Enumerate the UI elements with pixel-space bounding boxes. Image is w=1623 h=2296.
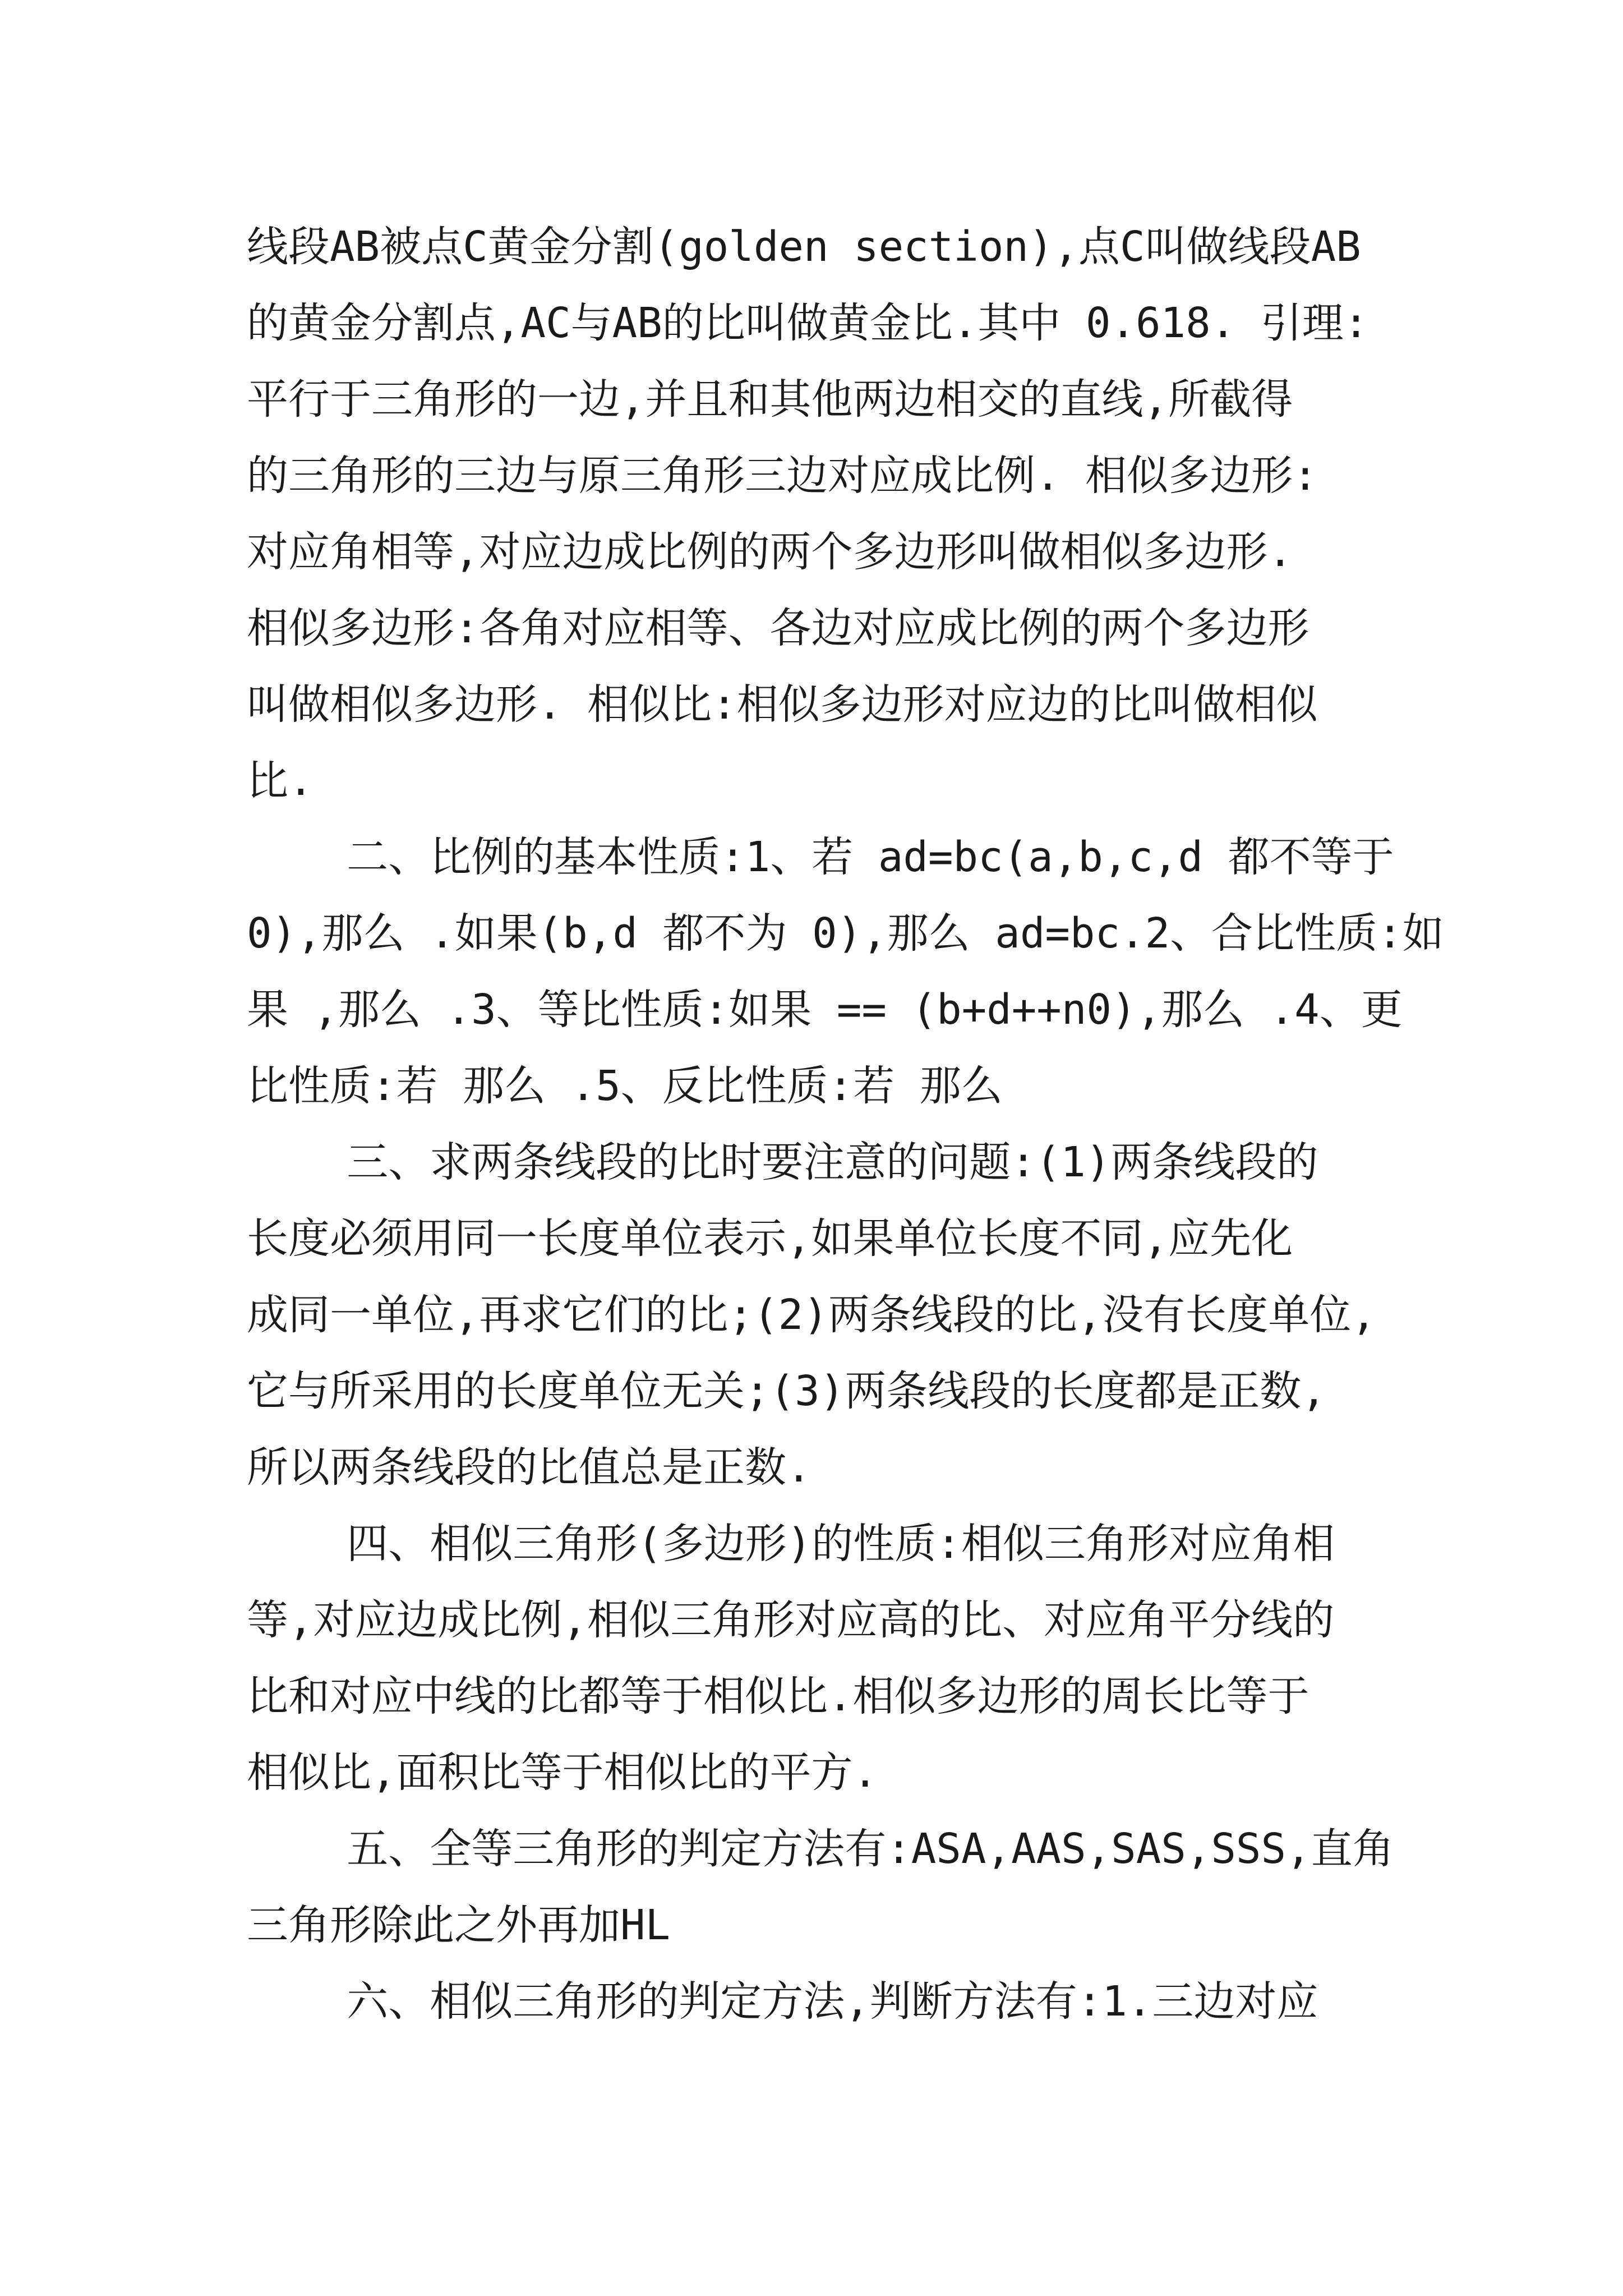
text-line: 等,对应边成比例,相似三角形对应高的比、对应角平分线的 — [247, 1596, 1335, 1644]
text-line: 五、全等三角形的判定方法有:ASA,AAS,SAS,SSS,直角 — [247, 1825, 1394, 1873]
paragraph-section-3 — [247, 1124, 1376, 1506]
text-line: 0),那么 .如果(b,d 都不为 0),那么 ad=bc.2、合比性质:如 — [247, 909, 1444, 958]
text-line: 四、相似三角形(多边形)的性质:相似三角形对应角相 — [247, 1520, 1335, 1568]
text-line: 三、求两条线段的比时要注意的问题:(1)两条线段的 — [247, 1138, 1318, 1186]
text-line: 比. — [247, 757, 313, 805]
text-line: 叫做相似多边形. 相似比:相似多边形对应边的比叫做相似 — [247, 680, 1318, 729]
text-line: 比和对应中线的比都等于相似比.相似多边形的周长比等于 — [247, 1672, 1310, 1720]
paragraph-section-2 — [247, 819, 1444, 1124]
text-line: 果 ,那么 .3、等比性质:如果 == (b+d++n0),那么 .4、更 — [247, 986, 1403, 1034]
text-line: 三角形除此之外再加HL — [247, 1901, 671, 1949]
text-line: 的黄金分割点,AC与AB的比叫做黄金比.其中 0.618. 引理: — [247, 299, 1369, 347]
text-line: 线段AB被点C黄金分割(golden section),点C叫做线段AB — [247, 223, 1361, 271]
text-line: 它与所采用的长度单位无关;(3)两条线段的长度都是正数, — [247, 1367, 1326, 1415]
paragraph-section-6 — [247, 1963, 1376, 2040]
paragraph-intro — [247, 209, 1376, 819]
text-line: 相似比,面积比等于相似比的平方. — [247, 1749, 878, 1797]
text-line: 成同一单位,再求它们的比;(2)两条线段的比,没有长度单位, — [247, 1291, 1376, 1339]
text-line: 平行于三角形的一边,并且和其他两边相交的直线,所截得 — [247, 375, 1293, 424]
body-text — [247, 209, 1444, 2040]
text-line: 二、比例的基本性质:1、若 ad=bc(a,b,c,d 都不等于 — [247, 833, 1394, 881]
text-line: 对应角相等,对应边成比例的两个多边形叫做相似多边形. — [247, 528, 1293, 576]
text-line: 六、相似三角形的判定方法,判断方法有:1.三边对应 — [247, 1977, 1318, 2026]
text-line: 的三角形的三边与原三角形三边对应成比例. 相似多边形: — [247, 452, 1318, 500]
text-line: 长度必须用同一长度单位表示,如果单位长度不同,应先化 — [247, 1214, 1293, 1263]
paragraph-section-4 — [247, 1506, 1376, 1811]
text-line: 相似多边形:各角对应相等、各边对应成比例的两个多边形 — [247, 604, 1310, 652]
paragraph-section-5 — [247, 1811, 1394, 1963]
text-line: 比性质:若 那么 .5、反比性质:若 那么 — [247, 1062, 1003, 1110]
text-line: 所以两条线段的比值总是正数. — [247, 1443, 811, 1492]
